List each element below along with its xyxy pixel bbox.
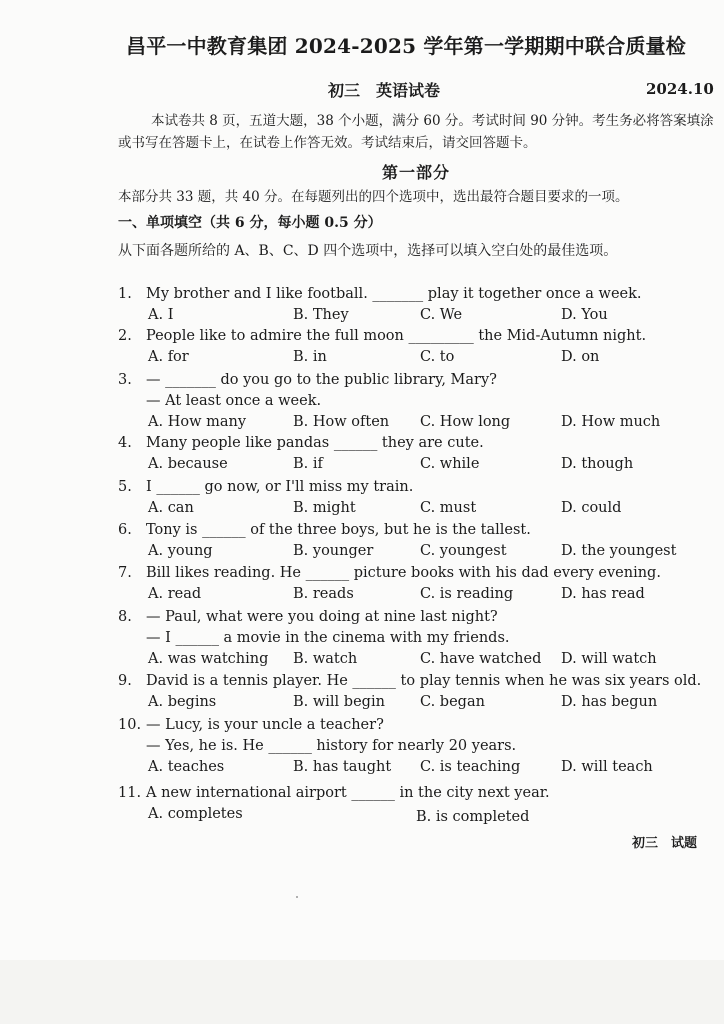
option-a: A. completes bbox=[148, 806, 243, 822]
option-d: D. You bbox=[561, 307, 608, 323]
option-d: D. could bbox=[561, 500, 622, 516]
option-c: C. to bbox=[420, 349, 455, 365]
question-number: 7. bbox=[118, 565, 132, 581]
option-c: C. is reading bbox=[420, 586, 514, 602]
question-number: 1. bbox=[118, 286, 132, 302]
option-d: D. has begun bbox=[561, 694, 658, 710]
option-c: C. How long bbox=[420, 414, 511, 430]
question-text: — Paul, what were you doing at nine last night? bbox=[146, 609, 498, 625]
question-10 bbox=[118, 715, 708, 778]
question-number: 8. bbox=[118, 609, 132, 625]
option-a: A. because bbox=[148, 456, 228, 472]
option-row bbox=[118, 584, 708, 605]
option-d: D. will teach bbox=[561, 759, 653, 775]
question-11 bbox=[118, 783, 708, 825]
question-7 bbox=[118, 563, 708, 605]
question-number: 9. bbox=[118, 673, 132, 689]
question-number: 11. bbox=[118, 785, 142, 801]
option-a: A. teaches bbox=[148, 759, 225, 775]
option-d: D. will watch bbox=[561, 651, 657, 667]
option-b: B. watch bbox=[293, 651, 358, 667]
question-stem bbox=[118, 433, 708, 454]
option-b: B. younger bbox=[293, 543, 374, 559]
option-c: C. began bbox=[420, 694, 485, 710]
question-stem bbox=[118, 326, 708, 347]
option-a: A. read bbox=[148, 586, 202, 602]
option-c: C. must bbox=[420, 500, 477, 516]
part-description: 本部分共 33 题，共 40 分。在每题列出的四个选项中，选出最符合题目要求的一项。 bbox=[118, 189, 629, 205]
option-a: A. begins bbox=[148, 694, 217, 710]
question-text-continued: — Yes, he is. He ______ history for nearly 20 years. bbox=[146, 738, 517, 754]
option-b: B. in bbox=[293, 349, 327, 365]
question-stem bbox=[118, 715, 708, 736]
question-5 bbox=[118, 477, 708, 519]
part-title: 第一部分 bbox=[382, 163, 451, 182]
option-row bbox=[118, 412, 708, 433]
question-stem bbox=[118, 520, 708, 541]
option-row bbox=[118, 498, 708, 519]
option-a: A. How many bbox=[148, 414, 247, 430]
question-stem bbox=[118, 370, 708, 391]
question-4 bbox=[118, 433, 708, 475]
question-stem bbox=[118, 671, 708, 692]
option-b: B. might bbox=[293, 500, 356, 516]
question-stem bbox=[118, 563, 708, 584]
option-b: B. They bbox=[293, 307, 349, 323]
option-a: A. for bbox=[148, 349, 189, 365]
question-text: — Lucy, is your uncle a teacher? bbox=[146, 717, 384, 733]
question-text: A new international airport ______ in the city next year. bbox=[146, 785, 550, 801]
question-1 bbox=[118, 284, 708, 326]
question-9 bbox=[118, 671, 708, 713]
option-row bbox=[118, 541, 708, 562]
option-a: A. was watching bbox=[148, 651, 269, 667]
question-text: — _______ do you go to the public library, Mary? bbox=[146, 372, 497, 388]
option-b: B. if bbox=[293, 456, 323, 472]
option-b: B. reads bbox=[293, 586, 354, 602]
option-d: D. How much bbox=[561, 414, 661, 430]
question-6 bbox=[118, 520, 708, 562]
option-d: D. though bbox=[561, 456, 634, 472]
question-2 bbox=[118, 326, 708, 368]
exam-instructions: 本试卷共 8 页，五道大题，38 个小题，满分 60 分。考试时间 90 分钟。考生务必将答案填涂或书写在答题卡上，在试卷上作答无效。考试结束后，请交回答题卡。 bbox=[118, 113, 714, 151]
option-c: C. have watched bbox=[420, 651, 542, 667]
question-text-continued: — At least once a week. bbox=[146, 393, 322, 409]
option-c: C. youngest bbox=[420, 543, 507, 559]
option-a: A. young bbox=[148, 543, 213, 559]
section-instruction: 从下面各题所给的 A、B、C、D 四个选项中，选择可以填入空白处的最佳选项。 bbox=[118, 243, 618, 259]
option-d: D. the youngest bbox=[561, 543, 677, 559]
question-text: My brother and I like football. _______ play it together once a week. bbox=[146, 286, 642, 302]
question-text-continued: — I ______ a movie in the cinema with my friends. bbox=[146, 630, 510, 646]
option-c: C. We bbox=[420, 307, 463, 323]
option-b: B. is completed bbox=[416, 809, 530, 825]
option-row bbox=[118, 347, 708, 368]
option-d: D. on bbox=[561, 349, 600, 365]
exam-title: 昌平一中教育集团 2024-2025 学年第一学期期中联合质量检 bbox=[126, 34, 686, 58]
question-text: David is a tennis player. He ______ to play tennis when he was six years old. bbox=[146, 673, 702, 689]
question-text: I ______ go now, or I'll miss my train. bbox=[146, 479, 414, 495]
scan-speck bbox=[296, 896, 298, 898]
question-text: Many people like pandas ______ they are cute. bbox=[146, 435, 484, 451]
option-b: B. has taught bbox=[293, 759, 392, 775]
question-text: Tony is ______ of the three boys, but he is the tallest. bbox=[146, 522, 531, 538]
option-a: A. can bbox=[148, 500, 194, 516]
question-stem bbox=[118, 783, 708, 804]
option-a: A. I bbox=[148, 307, 174, 323]
option-row bbox=[118, 692, 708, 713]
question-text: People like to admire the full moon _________ the Mid-Autumn night. bbox=[146, 328, 647, 344]
exam-subject: 初三 英语试卷 bbox=[328, 81, 441, 100]
option-d: D. has read bbox=[561, 586, 645, 602]
question-number: 2. bbox=[118, 328, 132, 344]
option-c: C. while bbox=[420, 456, 480, 472]
question-number: 10. bbox=[118, 717, 142, 733]
exam-date: 2024.10 bbox=[646, 80, 714, 98]
option-row bbox=[118, 804, 708, 825]
option-row bbox=[118, 757, 708, 778]
option-row bbox=[118, 649, 708, 670]
question-stem bbox=[118, 607, 708, 628]
option-b: B. How often bbox=[293, 414, 390, 430]
option-row bbox=[118, 305, 708, 326]
page-footer: 初三 试题 bbox=[632, 836, 698, 851]
question-stem bbox=[118, 284, 708, 305]
option-c: C. is teaching bbox=[420, 759, 521, 775]
question-number: 6. bbox=[118, 522, 132, 538]
option-row bbox=[118, 454, 708, 475]
question-number: 5. bbox=[118, 479, 132, 495]
question-stem bbox=[118, 477, 708, 498]
question-3 bbox=[118, 370, 708, 433]
question-8 bbox=[118, 607, 708, 670]
question-number: 4. bbox=[118, 435, 132, 451]
option-b: B. will begin bbox=[293, 694, 385, 710]
question-number: 3. bbox=[118, 372, 132, 388]
question-text: Bill likes reading. He ______ picture books with his dad every evening. bbox=[146, 565, 661, 581]
section-heading: 一、单项填空（共 6 分，每小题 0.5 分） bbox=[118, 215, 382, 231]
